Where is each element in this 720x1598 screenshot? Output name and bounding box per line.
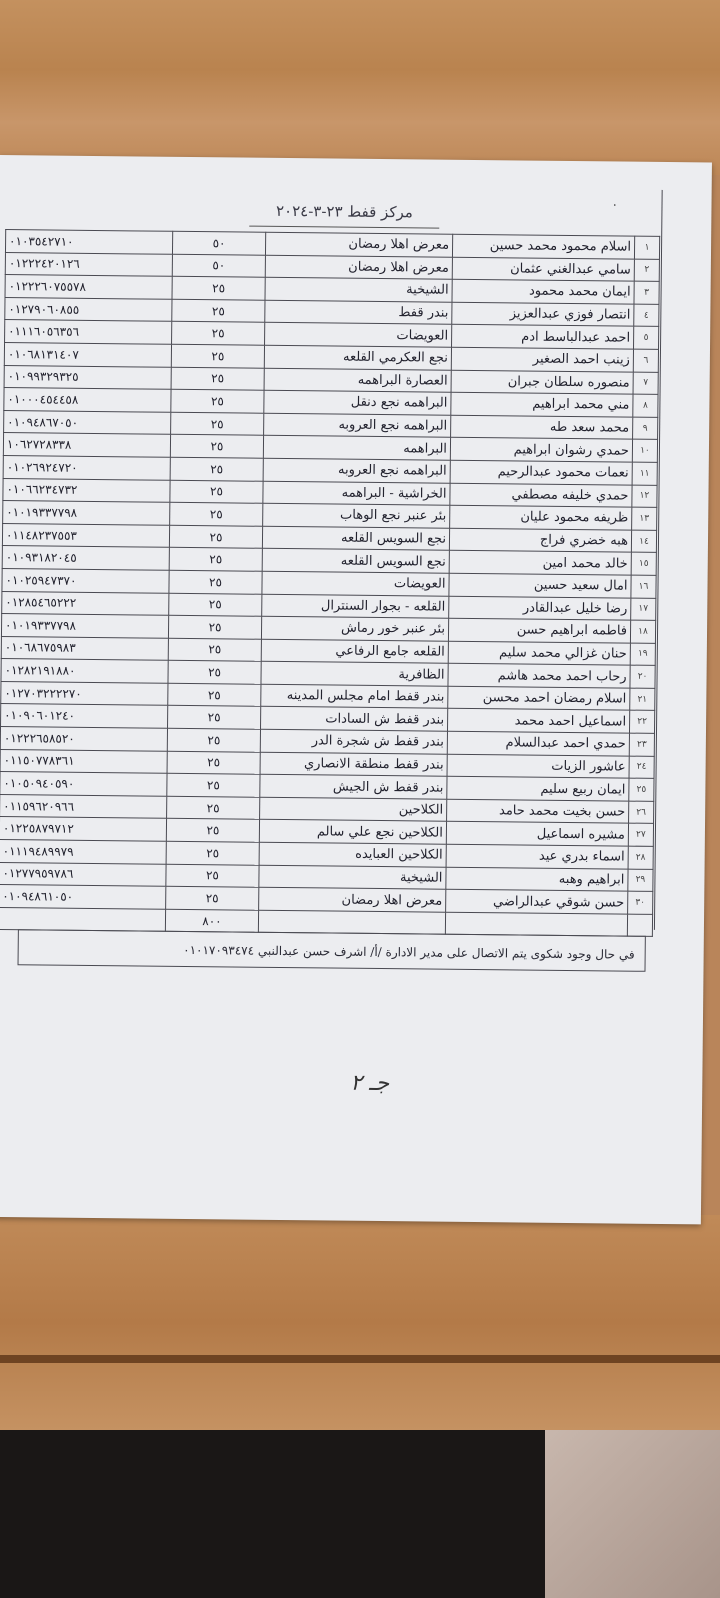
row-place: البراهمه [263, 436, 450, 461]
row-name: اسلام رمضان احمد محسن [448, 686, 630, 710]
row-number: ١٣ [632, 507, 657, 530]
empty-cell [258, 910, 445, 935]
row-amount: ٢٥ [170, 502, 263, 526]
row-phone: ٠١٠٦٨١٣١٤٠٧ [4, 343, 171, 367]
row-phone: ٠١٠١٩٣٣٧٧٩٨ [3, 501, 170, 525]
empty-cell [627, 914, 652, 937]
row-amount: ٢٥ [168, 615, 261, 639]
row-phone: ٠١٠٠٠٤٥٤٤٥٨ [4, 388, 171, 412]
row-phone: ٠١٠٩٤٨٦٧٠٥٠ [4, 410, 171, 434]
row-number: ٣ [634, 281, 659, 304]
row-number: ٢٨ [628, 846, 653, 869]
row-amount: ٢٥ [172, 276, 265, 300]
row-name: حسن شوقي عبدالراضي [446, 889, 628, 913]
row-amount: ٥٠ [172, 254, 265, 278]
row-name: ظريفه محمود عليان [450, 505, 632, 529]
row-name: فاطمه ابراهيم حسن [448, 618, 630, 642]
margin-line [654, 190, 693, 930]
row-number: ٩ [633, 417, 658, 440]
row-place: الظافرية [261, 662, 448, 687]
row-number: ١٦ [631, 575, 656, 598]
row-amount: ٢٥ [169, 525, 262, 549]
row-place: الشيخية [265, 277, 452, 302]
row-place: معرض اهلا رمضان [259, 887, 446, 912]
row-phone: ٠١١١٦٠٥٦٣٥٦ [5, 320, 172, 344]
row-amount: ٢٥ [171, 367, 264, 391]
row-place: العصارة البراهمه [264, 368, 451, 393]
roster-body [0, 230, 660, 937]
row-number: ١ [634, 236, 659, 259]
row-name: اسماعيل احمد محمد [447, 709, 629, 733]
row-amount: ٢٥ [170, 435, 263, 459]
empty-cell [445, 912, 627, 936]
row-place: بندر قفط [265, 300, 452, 325]
row-place: بندر قفط ش شجرة الدر [260, 729, 447, 754]
row-number: ٢٧ [628, 824, 653, 847]
row-name: رضا خليل عبدالقادر [449, 596, 631, 620]
row-name: خالد محمد امين [449, 551, 631, 575]
row-place: معرض اهلا رمضان [265, 232, 452, 257]
row-number: ١٤ [631, 530, 656, 553]
header-mark: ٠ [611, 197, 619, 212]
row-place: بندر قفط منطقة الانصاري [260, 752, 447, 777]
row-place: الكلاحين نجع علي سالم [259, 820, 446, 845]
row-place: بئر عنبر خور رماش [261, 616, 448, 641]
row-name: اسلام محمود محمد حسين [452, 234, 634, 258]
row-phone: ٠١١٥٠٧٧٨٣٦١ [0, 749, 167, 773]
complaint-note: في حال وجود شكوى يتم الاتصال على مدير الادارة /أ/ اشرف حسن عبدالنبي ٠١٠١٧٠٩٣٤٧٤ [18, 929, 646, 972]
row-place: العويضات [265, 323, 452, 348]
row-name: احمد عبدالباسط ادم [452, 325, 634, 349]
row-phone: ٠١٠٥٠٩٤٠٥٩٠ [0, 772, 167, 796]
row-amount: ٢٥ [167, 751, 260, 775]
row-name: ايمان محمد محمود [452, 279, 634, 303]
row-phone: ٠١٠٩٠٦٠١٢٤٠ [1, 704, 168, 728]
row-amount: ٢٥ [166, 886, 259, 910]
row-amount: ٢٥ [168, 683, 261, 707]
row-name: رحاب احمد محمد هاشم [448, 664, 630, 688]
desk-surface-bottom [0, 1215, 720, 1430]
row-number: ١١ [632, 462, 657, 485]
row-name: حمدي احمد عبدالسلام [447, 731, 629, 755]
row-name: انتصار فوزي عبدالعزيز [452, 302, 634, 326]
row-name: حمدي خليفه مصطفي [450, 483, 632, 507]
row-name: نعمات محمود عبدالرحيم [450, 460, 632, 484]
row-name: زينب احمد الصغير [451, 347, 633, 371]
row-phone: ٠١٠٢٦٩٢٤٧٢٠ [3, 455, 170, 479]
row-place: القلعه جامع الرفاعي [261, 639, 448, 664]
row-name: عاشور الزيات [447, 754, 629, 778]
row-number: ١٥ [631, 552, 656, 575]
row-phone: ٠١٠٢٥٩٤٧٣٧٠ [2, 568, 169, 592]
row-number: ٢٠ [630, 665, 655, 688]
row-number: ٢ [634, 259, 659, 282]
row-number: ١٢ [632, 485, 657, 508]
row-name: مني محمد ابراهيم [451, 392, 633, 416]
empty-cell [0, 907, 166, 931]
row-place: الكلاحين العبايده [259, 842, 446, 867]
row-place: نجع السويس القلعه [262, 549, 449, 574]
row-place: نجع السويس القلعه [262, 526, 449, 551]
row-amount: ٢٥ [169, 548, 262, 572]
row-name: هبه خضري فراج [449, 528, 631, 552]
row-phone: ٠١٠٦٨٦٧٥٩٨٣ [1, 636, 168, 660]
row-amount: ٢٥ [168, 638, 261, 662]
row-amount: ٢٥ [169, 593, 262, 617]
row-name: حنان غزالي محمد سليم [448, 641, 630, 665]
row-phone: ٠١٠٣٥٤٢٧١٠ [5, 230, 172, 254]
row-amount: ٢٥ [169, 570, 262, 594]
row-place: البراهمه نجع العروبه [263, 458, 450, 483]
row-place: بئر عنبر نجع الوهاب [263, 503, 450, 528]
row-name: محمد سعد طه [451, 415, 633, 439]
roster-table [0, 229, 660, 937]
row-phone: ٠١٠٦٦٢٣٤٧٣٢ [3, 478, 170, 502]
row-phone: ٠١٢٧٩٠٦٠٨٥٥ [5, 297, 172, 321]
signature: جـ ٢ [350, 1070, 390, 1097]
row-number: ٢٤ [629, 756, 654, 779]
row-number: ١٠ [632, 439, 657, 462]
row-amount: ٢٥ [166, 841, 259, 865]
row-number: ٢٣ [629, 733, 654, 756]
row-phone: ٠١٠٩٣١٨٢٠٤٥ [2, 546, 169, 570]
row-number: ١٩ [630, 643, 655, 666]
row-amount: ٢٥ [170, 457, 263, 481]
row-number: ٢١ [630, 688, 655, 711]
row-place: معرض اهلا رمضان [265, 255, 452, 280]
row-place: الشيخية [259, 865, 446, 890]
row-amount: ٢٥ [172, 322, 265, 346]
row-phone: ٠١٠٩٩٣٢٩٣٢٥ [4, 365, 171, 389]
row-phone: ١٠٦٢٧٢٨٣٣٨ [3, 433, 170, 457]
row-phone: ٠١٠٩٤٨٦١٠٥٠ [0, 885, 166, 909]
row-phone: ٠١٢٨٢١٩١٨٨٠ [1, 659, 168, 683]
floor-tile [545, 1430, 720, 1598]
row-amount: ٥٠ [172, 231, 265, 255]
row-place: بندر قفط ش الجيش [260, 775, 447, 800]
row-place: نجع العكرمي القلعه [264, 345, 451, 370]
row-name: سامي عبدالغني عثمان [452, 257, 634, 281]
page-title: مركز قفط ٢٣-٣-٢٠٢٤ [249, 202, 439, 229]
row-amount: ٢٥ [166, 864, 259, 888]
row-name: منصوره سلطان جبران [451, 370, 633, 394]
row-phone: ٠١١٤٨٢٣٧٥٥٣ [2, 523, 169, 547]
row-place: الخراشية - البراهمه [263, 481, 450, 506]
row-number: ٦ [633, 349, 658, 372]
desk-surface-top [0, 0, 720, 175]
total-amount: ٨٠٠ [165, 909, 258, 933]
row-phone: ٠١٢٨٥٤٦٥٢٢٢ [2, 591, 169, 615]
row-phone: ٠١٢٧٧٩٥٩٧٨٦ [0, 862, 166, 886]
row-phone: ٠١١١٩٤٨٩٩٧٩ [0, 840, 166, 864]
row-amount: ٢٥ [167, 796, 260, 820]
row-amount: ٢٥ [168, 706, 261, 730]
paper-sheet [0, 155, 712, 1224]
row-number: ٢٩ [628, 869, 653, 892]
row-amount: ٢٥ [171, 344, 264, 368]
row-phone: ٠١٢٢٢٤٢٠١٢٦ [5, 252, 172, 276]
row-name: مشيره اسماعيل [446, 822, 628, 846]
row-place: البراهمه نجع العروبه [264, 413, 451, 438]
row-amount: ٢٥ [167, 774, 260, 798]
row-amount: ٢٥ [168, 661, 261, 685]
row-number: ٢٥ [629, 778, 654, 801]
row-name: ايمان ربيع سليم [447, 776, 629, 800]
row-phone: ٠١٢٢٥٨٧٩٧١٢ [0, 817, 167, 841]
row-number: ١٨ [630, 620, 655, 643]
row-name: اسماء بدري عيد [446, 844, 628, 868]
row-amount: ٢٥ [167, 728, 260, 752]
row-number: ٢٢ [629, 711, 654, 734]
row-number: ٤ [634, 304, 659, 327]
row-name: حسن بخيت محمد حامد [447, 799, 629, 823]
row-number: ٥ [634, 327, 659, 350]
row-number: ١٧ [631, 598, 656, 621]
row-phone: ٠١٠١٩٣٣٧٧٩٨ [1, 614, 168, 638]
row-phone: ٠١٢٢٢٦٥٨٥٢٠ [0, 727, 167, 751]
row-amount: ٢٥ [171, 389, 264, 413]
row-amount: ٢٥ [170, 480, 263, 504]
desk-edge [0, 1355, 720, 1363]
row-amount: ٢٥ [171, 412, 264, 436]
row-name: حمدي رشوان ابراهيم [450, 438, 632, 462]
row-number: ٢٦ [629, 801, 654, 824]
row-phone: ٠١١٥٩٦٢٠٩٦٦ [0, 794, 167, 818]
row-phone: ٠١٢٢٢٦٠٧٥٥٧٨ [5, 275, 172, 299]
row-amount: ٢٥ [166, 819, 259, 843]
row-place: بندر قفط امام مجلس المدينه [261, 684, 448, 709]
row-number: ٣٠ [628, 891, 653, 914]
row-amount: ٢٥ [172, 299, 265, 323]
row-place: العويضات [262, 571, 449, 596]
row-place: القلعه - بجوار السنترال [262, 594, 449, 619]
row-number: ٧ [633, 372, 658, 395]
row-place: الكلاحين [260, 797, 447, 822]
row-number: ٨ [633, 394, 658, 417]
row-phone: ٠١٢٧٠٣٢٢٢٢٧٠ [1, 681, 168, 705]
row-name: امال سعيد حسين [449, 573, 631, 597]
row-place: بندر قفط ش السادات [261, 707, 448, 732]
row-name: ابراهيم وهبه [446, 867, 628, 891]
row-place: البراهمه نجع دنقل [264, 390, 451, 415]
